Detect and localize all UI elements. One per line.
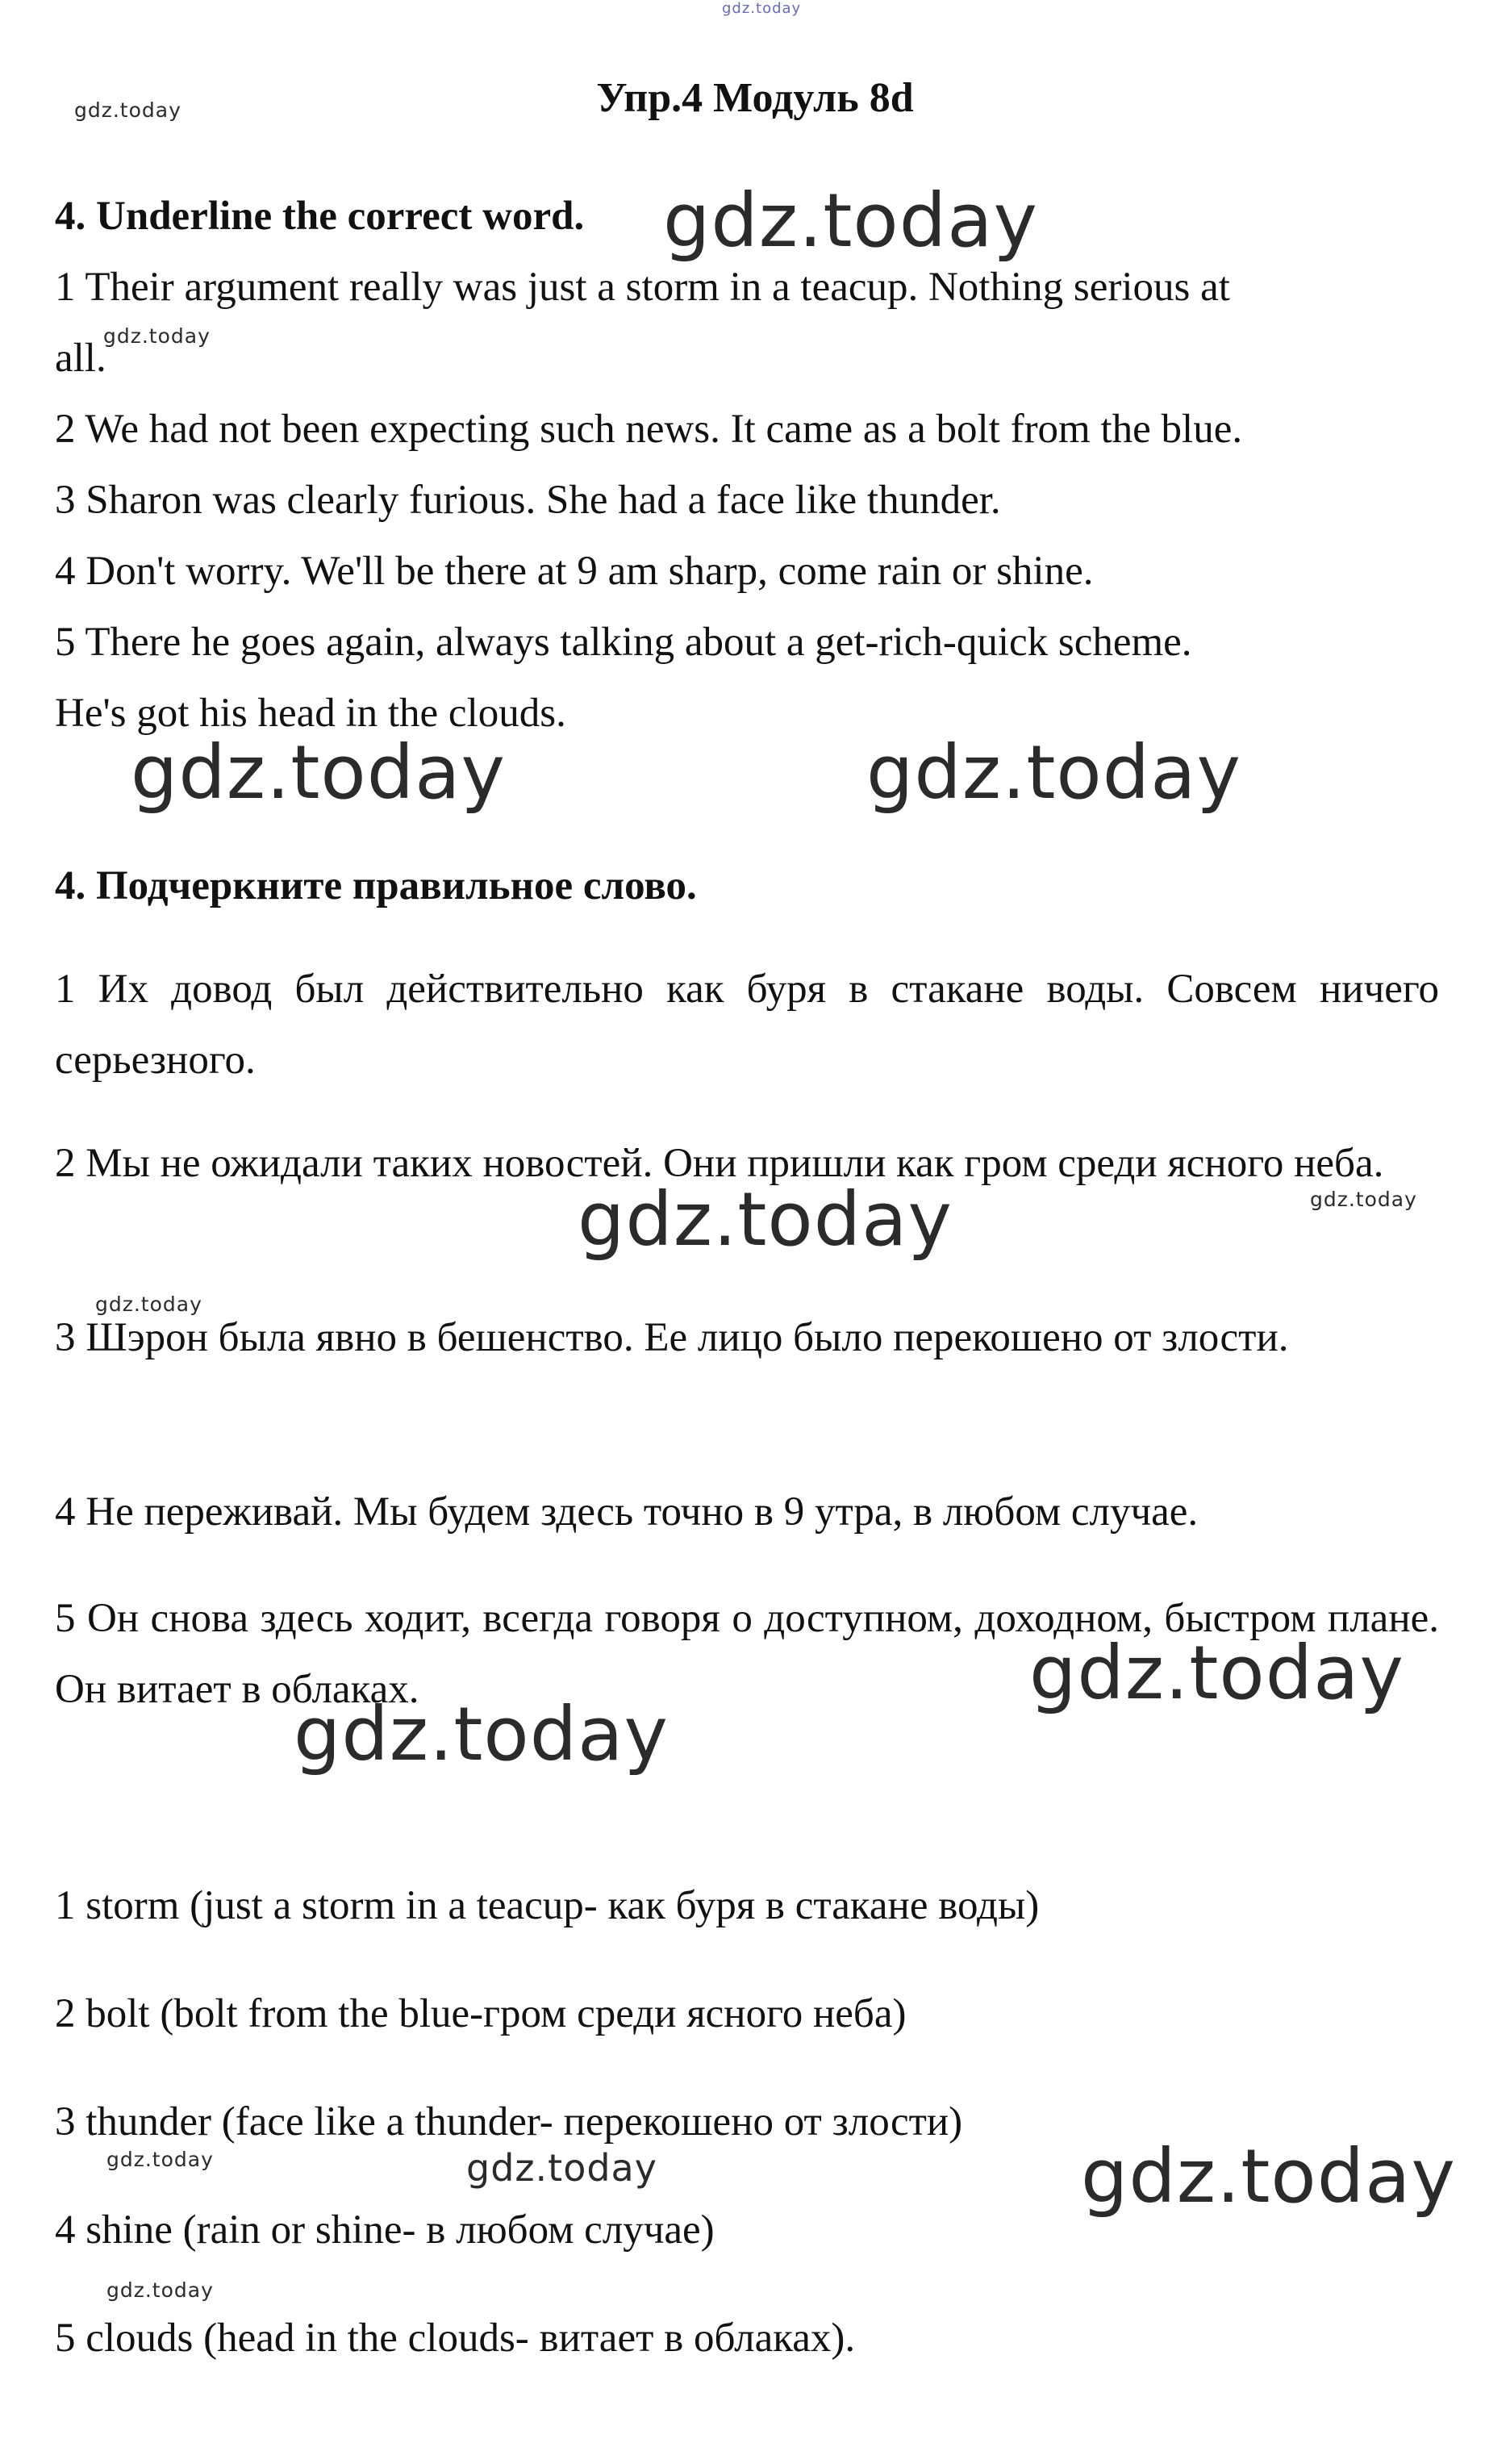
watermark: gdz.today <box>103 324 211 348</box>
watermark: gdz.today <box>74 98 181 122</box>
watermark: gdz.today <box>663 177 1038 264</box>
english-line: 5 There he goes again, always talking about a get-rich-quick scheme. <box>55 620 1192 665</box>
english-line: 4 Don't worry. We'll be there at 9 am sharp, come rain or shine. <box>55 549 1094 594</box>
page-title: Упр.4 Модуль 8d <box>596 75 914 121</box>
watermark: gdz.today <box>95 1293 202 1316</box>
watermark: gdz.today <box>466 2146 657 2190</box>
english-line: 1 Their argument really was just a storm in a teacup. Nothing serious at <box>55 265 1230 310</box>
english-line: all. <box>55 336 106 381</box>
english-line: 3 Sharon was clearly furious. She had a face like thunder. <box>55 478 1001 523</box>
watermark: gdz.today <box>294 1691 669 1777</box>
answer-line: 2 bolt (bolt from the blue-гром среди ясного неба) <box>55 1991 907 2036</box>
russian-item: 2 Мы не ожидали таких новостей. Они пришли как гром среди ясного неба. <box>55 1141 1384 1186</box>
russian-heading: 4. Подчеркните правильное слово. <box>55 863 697 908</box>
watermark: gdz.today <box>578 1176 953 1263</box>
english-line: He's got his head in the clouds. <box>55 691 566 736</box>
watermark: gdz.today <box>866 729 1241 816</box>
watermark: gdz.today <box>131 729 506 816</box>
watermark: gdz.today <box>1081 2133 1456 2220</box>
russian-item: 3 Шэрон была явно в бешенство. Ее лицо было перекошено от злости. <box>55 1315 1289 1360</box>
watermark: gdz.today <box>106 2278 214 2302</box>
answer-line: 1 storm (just a storm in a teacup- как буря в стакане воды) <box>55 1883 1040 1928</box>
russian-item: 4 Не переживай. Мы будем здесь точно в 9 утра, в любом случае. <box>55 1489 1199 1535</box>
english-line: 2 We had not been expecting such news. It came as a bolt from the blue. <box>55 407 1243 452</box>
russian-item: 5 Он снова здесь ходит, всегда говоря о доступном, доходном, быстром плане. Он витает в облаках. <box>55 1596 1439 1712</box>
english-heading: 4. Underline the correct word. <box>55 194 585 239</box>
russian-item: 1 Их довод был действительно как буря в стакане воды. Совсем ничего серьезного. <box>55 967 1439 1083</box>
answer-line: 4 shine (rain or shine- в любом случае) <box>55 2207 715 2253</box>
watermark: gdz.today <box>106 2148 214 2171</box>
watermark: gdz.today <box>1310 1188 1417 1211</box>
watermark: gdz.today <box>1029 1630 1404 1716</box>
answer-line: 3 thunder (face like a thunder- перекошено от злости) <box>55 2099 963 2145</box>
answer-line: 5 clouds (head in the clouds- витает в облаках). <box>55 2316 856 2361</box>
watermark: gdz.today <box>722 0 802 17</box>
